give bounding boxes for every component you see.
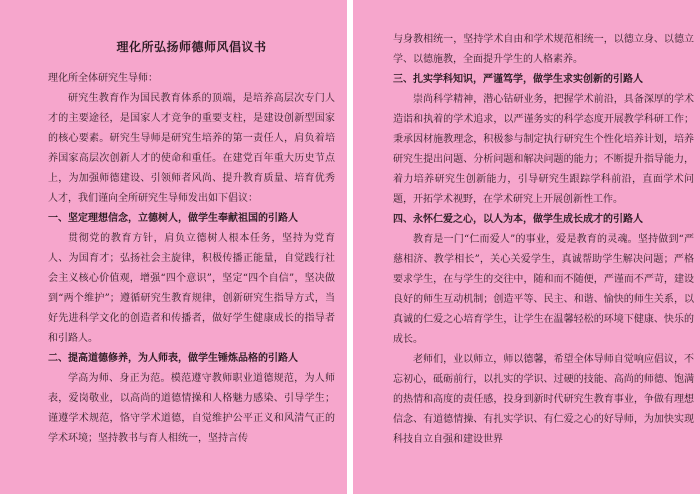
greeting: 理化所全体研究生导师：	[48, 73, 158, 84]
document-title: 理化所弘扬师德师风倡议书	[116, 40, 267, 54]
section-3-paragraph: 崇尚科学精神，潜心钻研业务，把握学术前沿，具备深厚的学术造诣和执着的学术追求，以严谨务实的科学态度开展教学科研工作；秉承因材施教理念，积极参与制定执行研究生个性化培养计划，培养研究生提出问题、分析问题和解决问题的能力；不断提升指导能力，着力培养研究生创新能力，引导研究生跟踪学科前沿，直面学术问题，开拓学术视野，在学术研究上开展创新性工作。	[393, 94, 694, 205]
section-heading-2: 二、提高道德修养，为人师表，做学生锤炼品格的引路人	[48, 353, 298, 364]
left-page	[0, 0, 347, 494]
section-4-paragraph: 教育是一门“仁而爱人”的事业，爱是教育的灵魂。坚持做到“严慈相济、教学相长”，关心关爱学生，真诚帮助学生解决问题；严格要求学生，在与学生的交往中，随和而不随便，严谨而不严苛，建设良好的师生互动机制；创造平等、民主、和谐、愉快的师生关系，以真诚的仁爱之心培育学生，让学生在温馨轻松的环境下健康、快乐的成长。	[393, 234, 694, 345]
intro-paragraph: 研究生教育作为国民教育体系的顶端，是培养高层次专门人才的主要途径，是国家人才竞争的重要支柱，是建设创新型国家的核心要素。研究生导师是研究生培养的第一责任人，肩负着培养国家高层次创新人才的使命和重任。在建党百年重大历史节点上，为加强师德建设、引领师者风尚、提升教育质量、培育优秀人才，我们谨向全所研究生导师发出如下倡议：	[48, 93, 335, 204]
section-heading-1: 一、坚定理想信念，立德树人，做学生奉献祖国的引路人	[48, 213, 298, 224]
section-2-continuation: 与身教相统一，坚持学术自由和学术规范相统一，以德立身、以德立学、以德施教，全面提升学生的人格素养。	[393, 34, 694, 65]
closing-paragraph: 老师们，业以师立，师以德馨，希望全体导师自觉响应倡议，不忘初心，砥砺前行，以扎实的学识、过硬的技能、高尚的师德、饱满的热情和高度的责任感，投身到新时代研究生教育事业，争做有理想信念、有道德情操、有扎实学识、有仁爱之心的好导师，为加快实现科技自立自强和建设世界	[393, 354, 694, 445]
section-heading-4: 四、永怀仁爱之心，以人为本，做学生成长成才的引路人	[393, 214, 643, 225]
right-page	[353, 0, 700, 494]
section-2-paragraph: 学高为师、身正为范。模范遵守教师职业道德规范，为人师表，爱岗敬业，以高尚的道德情操和人格魅力感染、引导学生；谨遵学术规范，恪守学术道德，自觉维护公平正义和风清气正的学术环境；坚持教书与育人相统一，坚持言传	[48, 373, 335, 444]
section-heading-3: 三、扎实学科知识，严谨笃学，做学生求实创新的引路人	[393, 74, 643, 85]
section-1-paragraph: 贯彻党的教育方针，肩负立德树人根本任务，坚持为党育人、为国育才；弘扬社会主旋律，积极传播正能量，自觉践行社会主义核心价值观，增强“四个意识”，坚定“四个自信”，坚决做到“两个维护”；遵循研究生教育规律，创新研究生指导方式，当好先进科学文化的创造者和传播者，做好学生健康成长的指导者和引路人。	[48, 233, 335, 344]
